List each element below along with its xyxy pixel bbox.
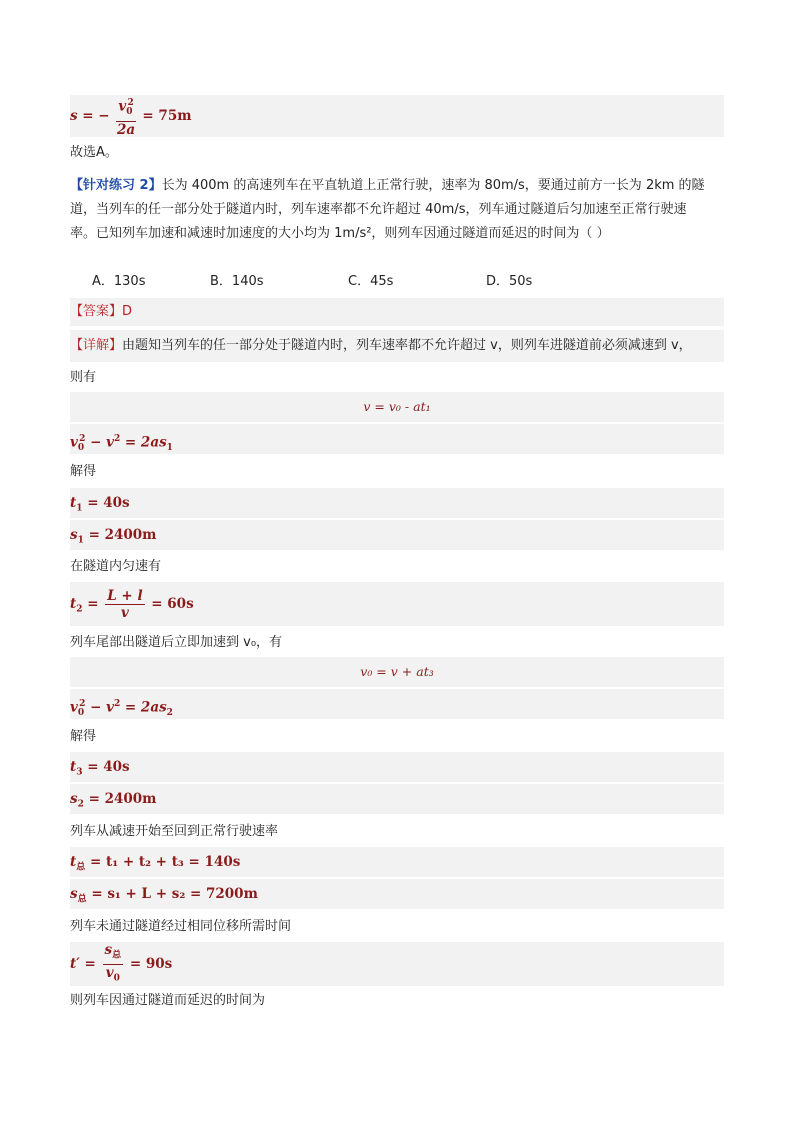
equation-t-prime: t′ = $\frac{s_总}{v_0}$ = 90s [70, 942, 724, 986]
equation-s2: $s_2 = 2400m$ [70, 784, 724, 814]
equation-s1: $s_1 = 2400m$ [70, 520, 724, 550]
equation-t1: $t_1 = 40s$ [70, 488, 724, 518]
equation-t2: $t_2$ = $\frac{L + l}{v}$ = 60s [70, 582, 724, 626]
delay-text: 则列车因通过隧道而延迟的时间为 [70, 993, 266, 1008]
answer-row [70, 298, 724, 326]
option-b[interactable]: B．140s [210, 274, 264, 289]
equation-s-displacement [70, 95, 724, 137]
detail-line-2: 则有 [70, 370, 97, 385]
answer-value: D [122, 304, 133, 319]
detail-line-1: 【详解】由题知当列车的任一部分处于隧道内时，列车速率都不允许超过 v，则列车进隧道前必须减速到 v， [70, 330, 724, 362]
no-tunnel-text: 列车未通过隧道经过相同位移所需时间 [70, 919, 292, 934]
option-c[interactable]: C．45s [348, 274, 394, 289]
detail-tag: 【详解】 [70, 338, 123, 353]
tail-exit-text: 列车尾部出隧道后立即加速到 v₀，有 [70, 635, 283, 650]
option-a[interactable]: A．130s [92, 274, 146, 289]
from-decel-text: 列车从减速开始至回到正常行驶速率 [70, 824, 279, 839]
practice-line-2: 道，当列车的任一部分处于隧道内时，列车速率都不允许超过 40m/s，列车通过隧道后匀加速至正常行驶速 [70, 202, 687, 217]
answer-tag: 【答案】 [70, 304, 123, 319]
eq-lhs: s = − [70, 108, 110, 124]
equation-s-total: $s_总 = s_1 + L + s_2 = 7200m$ [70, 879, 724, 909]
select-a-text: 故选A。 [70, 145, 118, 160]
practice-line-3: 率。已知列车加速和减速时加速度的大小均为 1m/s²，则列车因通过隧道而延迟的时间为（ ） [70, 226, 610, 241]
equation-t-total: $t_总 = t_1 + t_2 + t_3 = 140s$ [70, 847, 724, 877]
equation-s2-relation: $v_0^2 - v^2 = 2as_2$ [70, 689, 724, 719]
equation-v-decel: v = v₀ - at₁ [70, 392, 724, 422]
eq-rhs: = 75m [142, 108, 192, 124]
uniform-text: 在隧道内匀速有 [70, 559, 162, 574]
fraction: $\frac{v_0^2}{2a}$ [116, 95, 135, 137]
equation-s1-relation: $v_0^2 - v^2 = 2as_1$ [70, 424, 724, 454]
option-d[interactable]: D．50s [486, 274, 533, 289]
equation-t3: $t_3 = 40s$ [70, 752, 724, 782]
practice-line-1: 【针对练习 2】长为 400m 的高速列车在平直轨道上正常行驶，速率为 80m/s，要通过前方一长为 2km 的隧 [70, 178, 705, 193]
equation-v0-accel: v₀ = v + at₃ [70, 657, 724, 687]
practice-tag: 【针对练习 2】 [70, 178, 162, 193]
solve-2: 解得 [70, 729, 97, 744]
solve-1: 解得 [70, 464, 97, 479]
